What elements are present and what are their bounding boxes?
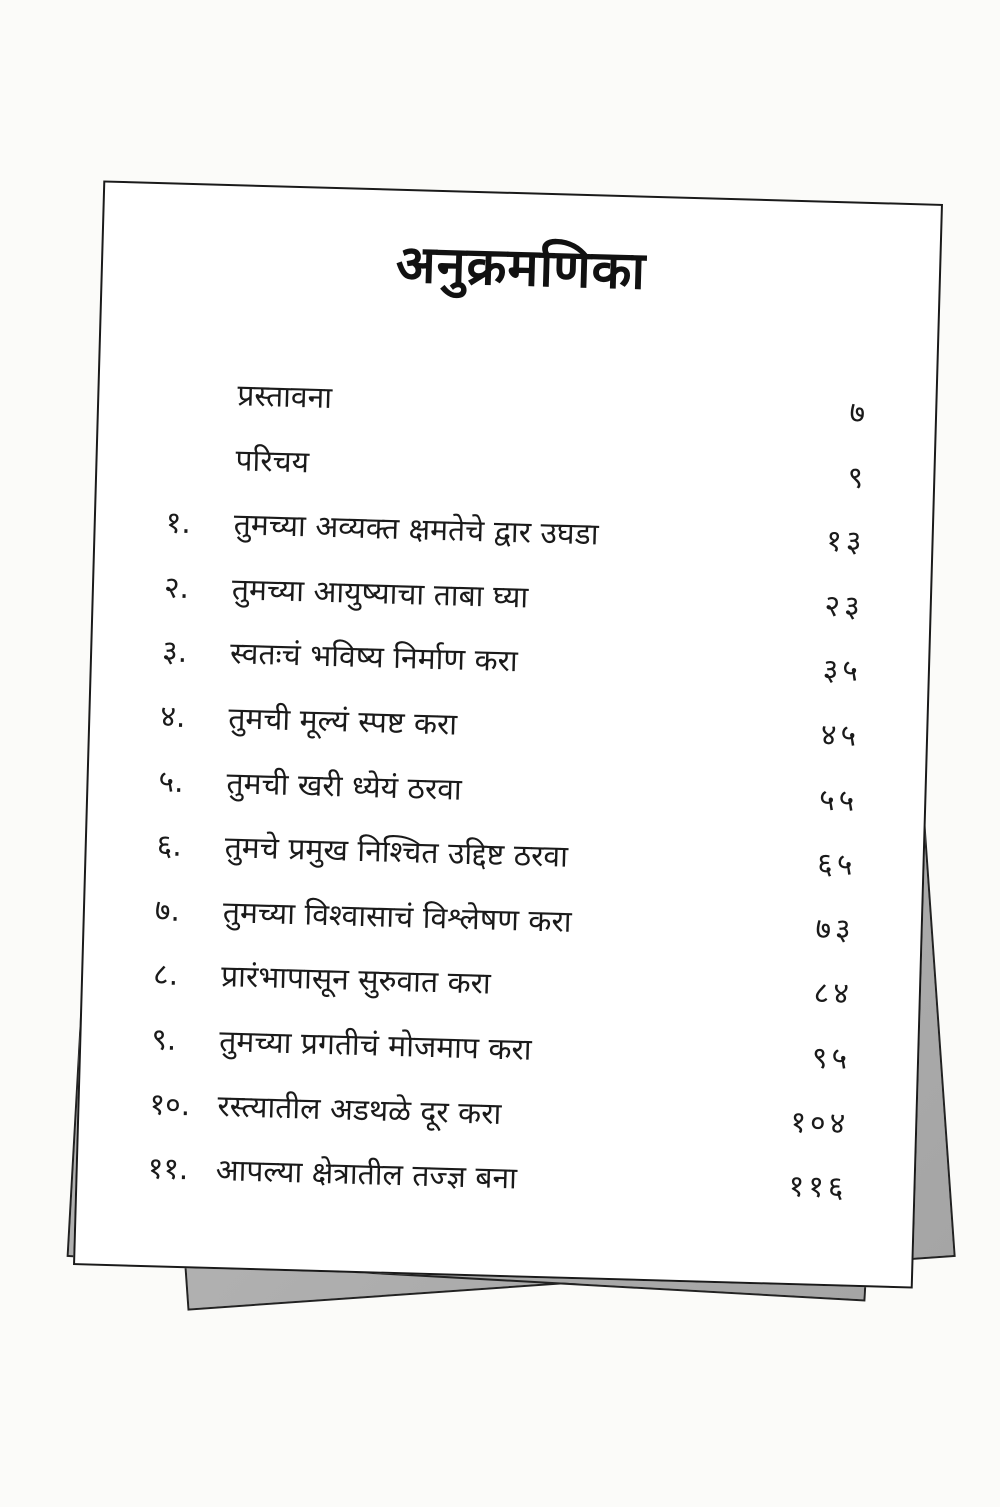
entry-title: प्रारंभापासून सुरुवात करा: [220, 959, 492, 1002]
entry-number: ६.: [156, 828, 183, 865]
entry-number: १०.: [149, 1086, 191, 1123]
entry-page: १०४: [789, 1104, 850, 1142]
toc-page: [73, 180, 943, 1288]
entry-page: ९५: [811, 1040, 852, 1077]
entry-title: परिचय: [235, 442, 310, 480]
entry-title: तुमच्या अव्यक्त क्षमतेचे द्वार उघडा: [233, 507, 599, 553]
entry-number: ३.: [161, 634, 188, 671]
entry-title: तुमच्या प्रगतीचं मोजमाप करा: [218, 1024, 533, 1068]
entry-page: ४५: [820, 717, 861, 754]
entry-page: १३: [825, 524, 866, 561]
entry-number: १.: [165, 505, 192, 542]
entry-title: तुमची मूल्यं स्पष्ट करा: [227, 701, 458, 743]
entry-page: ९: [847, 459, 868, 496]
entry-number: ११.: [147, 1151, 189, 1188]
entry-title: रस्त्यातील अडथळे दूर करा: [217, 1088, 502, 1132]
entry-number: २.: [163, 570, 190, 606]
entry-number: ७.: [154, 892, 181, 929]
entry-title: तुमच्या विश्वासाचं विश्लेषण करा: [222, 894, 572, 940]
entry-title: तुमचे प्रमुख निश्चित उद्दिष्ट ठरवा: [224, 830, 569, 875]
entry-title: आपल्या क्षेत्रातील तज्ज्ञ बना: [215, 1153, 518, 1197]
toc-list: [147, 362, 890, 1221]
entry-number: ५.: [158, 763, 185, 800]
entry-page: ३५: [822, 653, 863, 690]
entry-page: २३: [824, 588, 865, 625]
entry-page: ७३: [814, 911, 856, 948]
entry-number: ८.: [152, 957, 179, 994]
entry-title: तुमच्या आयुष्याचा ताबा घ्या: [231, 572, 529, 616]
entry-number: [170, 362, 236, 364]
entry-page: ११६: [788, 1169, 848, 1206]
entry-title: स्वतःचं भविष्य निर्माण करा: [229, 636, 519, 680]
entry-title: प्रस्तावना: [236, 378, 333, 416]
entry-page: ७: [849, 395, 870, 431]
entry-page: ६५: [816, 846, 857, 883]
entry-title: तुमची खरी ध्येयं ठरवा: [226, 765, 463, 808]
entry-page: ५५: [818, 782, 859, 819]
entry-page: ८४: [813, 975, 854, 1013]
entry-number: ४.: [159, 699, 186, 735]
entry-number: ९.: [150, 1022, 177, 1058]
page-title: अनुक्रमणिका: [395, 234, 647, 302]
